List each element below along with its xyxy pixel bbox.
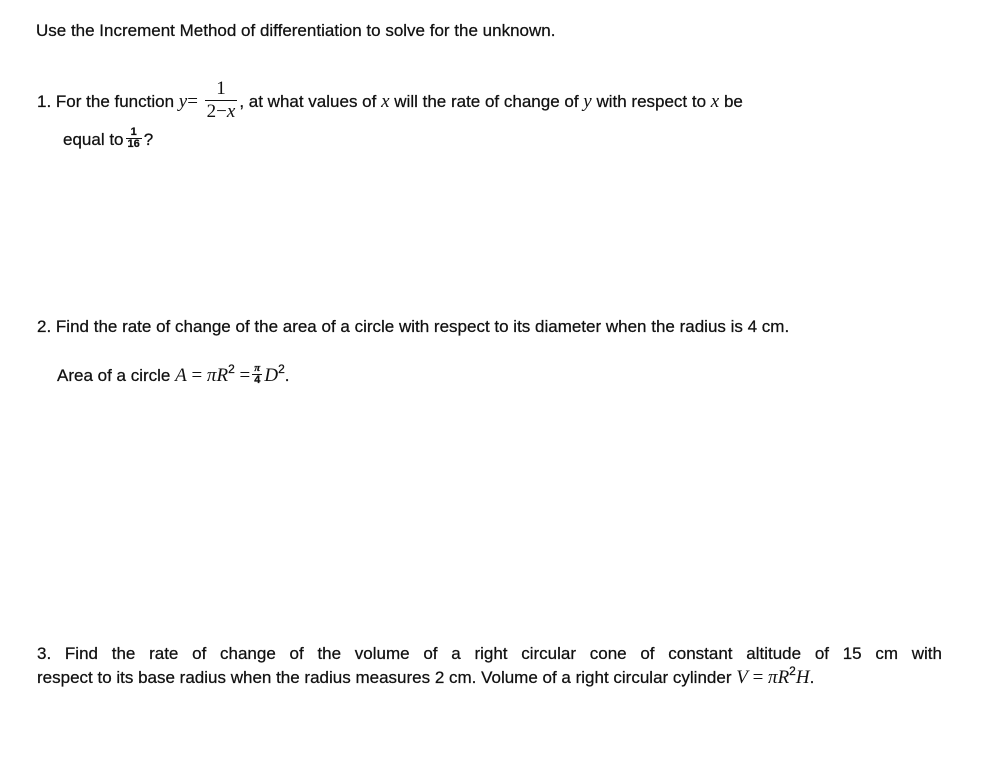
- problem-1: [37, 80, 743, 125]
- problem-1-fraction-denominator: 2−x: [206, 101, 236, 122]
- problem-2-var-A: A: [175, 365, 187, 386]
- problem-3-pi: π: [768, 667, 778, 688]
- problem-2-text: Find the rate of change of the area of a circle with respect to its diameter when the radius is 4 cm.: [55, 317, 790, 336]
- instruction-label: Use the Increment Method of differentiation to solve for the unknown.: [36, 21, 556, 40]
- problem-1-text-middle: , at what values of: [239, 91, 377, 111]
- problem-3-line1: Find the rate of change of the volume of a right circular cone of constant altitude of 15 cm with: [64, 644, 942, 663]
- problem-2-formula: [57, 362, 290, 388]
- problem-1-text-middle2: will the rate of change of: [394, 91, 579, 111]
- problem-1-equals: =: [187, 90, 198, 112]
- problem-3-var-R: R: [777, 667, 790, 688]
- problem-1-number: 1.: [37, 91, 52, 111]
- problem-1-text-end: be: [723, 91, 743, 111]
- problem-2-equals-1: =: [191, 365, 203, 386]
- problem-1-fraction: [205, 78, 238, 123]
- problem-2-formula-label: Area of a circle: [57, 366, 171, 385]
- problem-1-intro: For the function: [55, 91, 175, 111]
- problem-1-target-fraction: [126, 127, 142, 150]
- problem-2-equals-2: =: [239, 365, 251, 386]
- problem-1-text-middle3: with respect to: [596, 91, 707, 111]
- problem-1-equal-to: equal to: [63, 130, 124, 149]
- problem-1-var-y2: y: [583, 90, 592, 112]
- problem-1-line2: [63, 126, 154, 152]
- problem-2-number: 2.: [37, 317, 52, 336]
- problem-2-var-R: R: [216, 365, 229, 386]
- instruction-text: [36, 20, 555, 42]
- problem-3: [37, 643, 942, 665]
- problem-2-formula-fraction: [252, 363, 262, 386]
- problem-1-var-y: y: [178, 90, 188, 112]
- problem-1-target-denominator: 16: [127, 138, 140, 151]
- problem-2-exponent-2: 2: [278, 362, 285, 377]
- problem-2-fraction-denominator: 4: [254, 374, 261, 387]
- problem-3-exponent: 2: [789, 664, 796, 679]
- problem-3-period: .: [809, 668, 815, 687]
- problem-3-line2: [37, 664, 815, 689]
- problem-2-var-D: D: [264, 365, 279, 386]
- problem-2: [37, 316, 789, 338]
- problem-2-exponent-1: 2: [228, 362, 235, 377]
- problem-3-var-V: V: [736, 667, 748, 688]
- problem-1-var-x: x: [381, 90, 390, 112]
- problem-3-number: 3.: [37, 644, 52, 663]
- problem-1-question-mark: ?: [143, 130, 154, 149]
- problem-3-equals: =: [752, 667, 764, 688]
- problem-1-target-numerator: 1: [126, 127, 142, 139]
- problem-2-pi: π: [206, 365, 217, 386]
- problem-1-var-x2: x: [710, 90, 720, 112]
- problem-2-period: .: [284, 366, 290, 385]
- problem-2-fraction-numerator: π: [252, 363, 262, 375]
- problem-3-line2-text: respect to its base radius when the radius measures 2 cm. Volume of a right circular cylinder: [37, 668, 732, 687]
- problem-1-fraction-numerator: 1: [205, 78, 238, 101]
- problem-3-var-H: H: [795, 667, 810, 688]
